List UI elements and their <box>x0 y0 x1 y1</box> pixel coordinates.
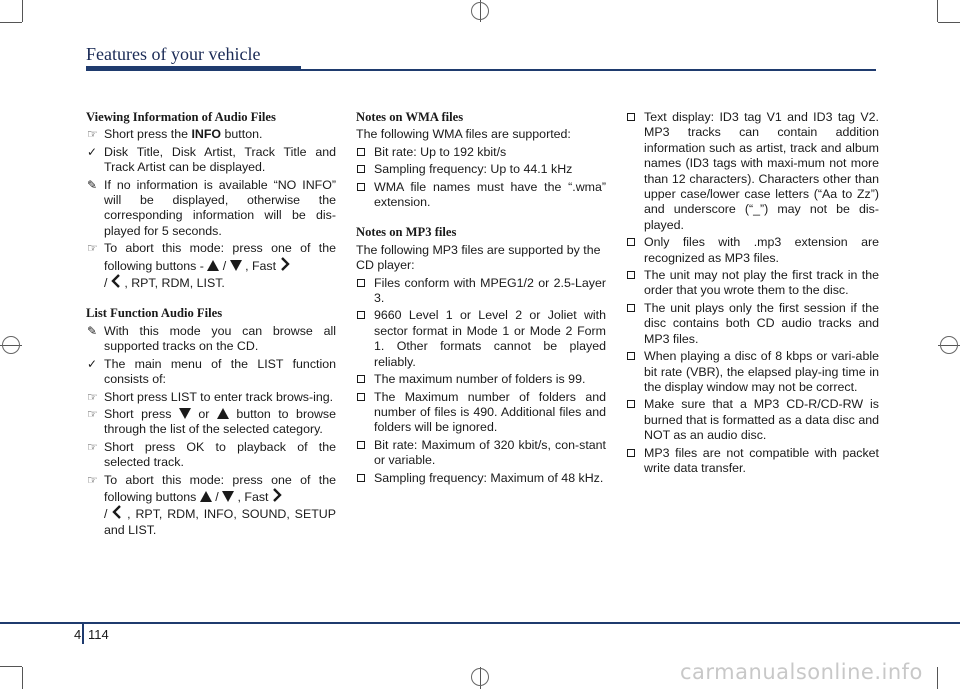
item-text: / <box>219 258 230 273</box>
list-item <box>356 308 606 370</box>
checkbox-bullet-icon <box>357 393 365 401</box>
item-text: Disk Title, Disk Artist, Track Title and Track Artist can be displayed. <box>104 144 336 175</box>
left-chevron-icon <box>112 505 122 519</box>
pointing-hand-icon: ☞ <box>87 406 98 421</box>
list-item <box>356 372 606 387</box>
up-triangle-icon <box>217 408 229 419</box>
list-item <box>356 180 606 211</box>
pencil-note-icon: ✎ <box>87 323 98 338</box>
item-text: Short press <box>104 406 179 421</box>
list-item: ☞ To abort this mode: press one of the following buttons / , Fast / , RPT, RDM, INFO, SOUND, SETUP and LIST. <box>87 472 336 537</box>
pointing-hand-icon: ☞ <box>87 127 98 142</box>
page-number: 114 <box>88 627 109 642</box>
item-text: , RPT, RDM, INFO, SOUND, SETUP and LIST. <box>104 507 336 537</box>
column-3 <box>626 110 879 478</box>
item-text: If no information is available “NO INFO” will be displayed, otherwise the corresponding information will be dis-played for 5 seconds. <box>104 177 336 238</box>
header-accent-bar <box>86 66 301 71</box>
right-chevron-icon <box>280 257 290 271</box>
registration-mark <box>2 336 20 354</box>
list-item <box>356 162 606 177</box>
down-triangle-icon <box>222 491 234 502</box>
crop-mark <box>938 22 960 23</box>
item-text: MP3 files are not compatible with packet write data transfer. <box>644 445 879 475</box>
list-item <box>86 145 336 176</box>
checkbox-bullet-icon <box>357 375 365 383</box>
item-text: The unit may not play the first track in the order that you wrote them to the disc. <box>644 268 879 298</box>
page-header-title: Features of your vehicle <box>86 44 261 64</box>
watermark-text: carmanualsonline.info <box>680 660 923 684</box>
down-triangle-icon <box>230 260 242 271</box>
item-text: Sampling frequency: Up to 44.1 kHz <box>374 162 573 177</box>
item-text: To abort this mode: press one of the following buttons - <box>104 241 336 273</box>
item-text: To abort this mode: press one of the following buttons <box>104 472 336 504</box>
list-item <box>626 235 879 266</box>
list-item <box>356 276 606 307</box>
crop-mark <box>0 666 22 667</box>
crop-mark <box>22 667 23 689</box>
checkbox-bullet-icon <box>357 474 365 482</box>
item-text: The Maximum number of folders and number of files is 490. Additional files and folders will be ignored. <box>374 389 606 435</box>
list-item <box>626 268 879 299</box>
item-text: The unit plays only the first session if the disc contains both CD audio tracks and MP3 files. <box>644 300 879 346</box>
section-title-viewing-info: Viewing Information of Audio Files <box>86 110 276 124</box>
registration-mark <box>940 336 958 354</box>
item-text: When playing a disc of 8 kbps or vari-able bit rate (VBR), the elapsed play-ing time in the display window may not be correct. <box>644 349 879 394</box>
list-item <box>626 110 879 233</box>
item-text: Only files with .mp3 extension are recognized as MP3 files. <box>644 235 879 265</box>
checkbox-bullet-icon <box>627 271 635 279</box>
item-text: , Fast <box>241 258 280 273</box>
list-item <box>356 471 606 486</box>
pointing-hand-icon: ☞ <box>87 472 98 487</box>
checkmark-icon: ✓ <box>87 144 98 159</box>
registration-mark <box>471 2 489 20</box>
wma-intro: The following WMA files are supported: <box>356 127 571 142</box>
up-triangle-icon <box>207 260 219 271</box>
section-title-wma: Notes on WMA files <box>356 110 464 124</box>
footer-separator <box>82 622 84 644</box>
registration-mark <box>471 668 489 686</box>
list-item <box>626 397 879 443</box>
left-chevron-icon <box>111 274 121 288</box>
info-button-label: INFO <box>191 127 222 142</box>
item-text: The maximum number of folders is 99. <box>374 372 586 387</box>
item-text: WMA file names must have the “.wma” extension. <box>374 179 606 210</box>
list-item <box>356 390 606 436</box>
item-text: , Fast <box>234 489 272 504</box>
item-text: Files conform with MPEG1/2 or 2.5-Layer 3. <box>374 275 606 306</box>
pointing-hand-icon: ☞ <box>87 241 98 256</box>
item-text: button. <box>221 127 263 142</box>
item-text: 9660 Level 1 or Level 2 or Joliet with sector format in Mode 1 or Mode 2 Form 1. Other formats cannot be played reliably. <box>374 308 606 369</box>
checkbox-bullet-icon <box>627 113 635 121</box>
pointing-hand-icon: ☞ <box>87 389 98 404</box>
list-item <box>86 390 336 405</box>
pointing-hand-icon: ☞ <box>87 439 98 454</box>
item-text: Make sure that a MP3 CD-R/CD-RW is burned that is formatted as a data disc and NOT as an audio disc. <box>644 397 879 443</box>
column-1 <box>86 110 336 540</box>
checkbox-bullet-icon <box>357 279 365 287</box>
item-text: button to browse through the list of the selected category. <box>104 406 336 437</box>
checkbox-bullet-icon <box>357 165 365 173</box>
crop-mark <box>0 22 22 23</box>
item-text: Text display: ID3 tag V1 and ID3 tag V2. MP3 tracks can contain addition information such as artist, track and album names (ID3 tags with maxi-mum not more than 12 characters). Characters other than upper case/lower case letters (“Aa to Zz”) and underscore (“_”) may not be dis-played. <box>644 110 879 232</box>
item-text: / <box>211 489 223 504</box>
item-text: Short press LIST to enter track brows-ing. <box>104 389 334 404</box>
header-rule <box>301 69 876 71</box>
list-item <box>86 407 336 438</box>
item-text: Bit rate: Maximum of 320 kbit/s, con-stant or variable. <box>374 437 606 468</box>
right-chevron-icon <box>272 488 282 502</box>
list-item <box>86 324 336 355</box>
column-2 <box>356 110 606 488</box>
checkbox-bullet-icon <box>357 148 365 156</box>
crop-mark <box>937 667 938 689</box>
list-item <box>86 440 336 471</box>
item-text: Short press the <box>104 127 192 142</box>
section-title-list-function: List Function Audio Files <box>86 306 223 321</box>
item-text: , RPT, RDM, LIST. <box>120 276 225 291</box>
up-triangle-icon <box>200 491 212 502</box>
section-title-mp3: Notes on MP3 files <box>356 225 457 240</box>
item-text: or <box>190 406 217 421</box>
crop-mark <box>937 0 938 22</box>
list-item <box>356 438 606 469</box>
checkbox-bullet-icon <box>627 400 635 408</box>
list-item <box>86 127 336 142</box>
section-number: 4 <box>74 627 82 642</box>
item-text: Short press OK to playback of the selected track. <box>104 439 336 470</box>
checkbox-bullet-icon <box>627 449 635 457</box>
list-item: ☞ To abort this mode: press one of the following buttons - / , Fast / , RPT, RDM, LIST. <box>87 241 336 291</box>
item-text: Bit rate: Up to 192 kbit/s <box>374 144 507 159</box>
checkmark-icon: ✓ <box>87 356 98 371</box>
checkbox-bullet-icon <box>357 183 365 191</box>
item-text: With this mode you can browse all supported tracks on the CD. <box>104 323 336 354</box>
list-item <box>626 301 879 347</box>
checkbox-bullet-icon <box>357 311 365 319</box>
pencil-note-icon: ✎ <box>87 177 98 192</box>
list-item <box>626 349 879 395</box>
footer-rule <box>0 622 960 624</box>
item-text: Sampling frequency: Maximum of 48 kHz. <box>374 470 604 485</box>
list-item <box>86 357 336 388</box>
list-item <box>626 446 879 477</box>
checkbox-bullet-icon <box>357 441 365 449</box>
list-item <box>86 178 336 240</box>
checkbox-bullet-icon <box>627 238 635 246</box>
checkbox-bullet-icon <box>627 304 635 312</box>
item-text: The main menu of the LIST function consists of: <box>104 356 336 387</box>
list-item <box>356 145 606 160</box>
mp3-intro: The following MP3 files are supported by the CD player: <box>356 242 601 273</box>
checkbox-bullet-icon <box>627 352 635 360</box>
down-triangle-icon <box>179 408 191 419</box>
crop-mark <box>22 0 23 22</box>
